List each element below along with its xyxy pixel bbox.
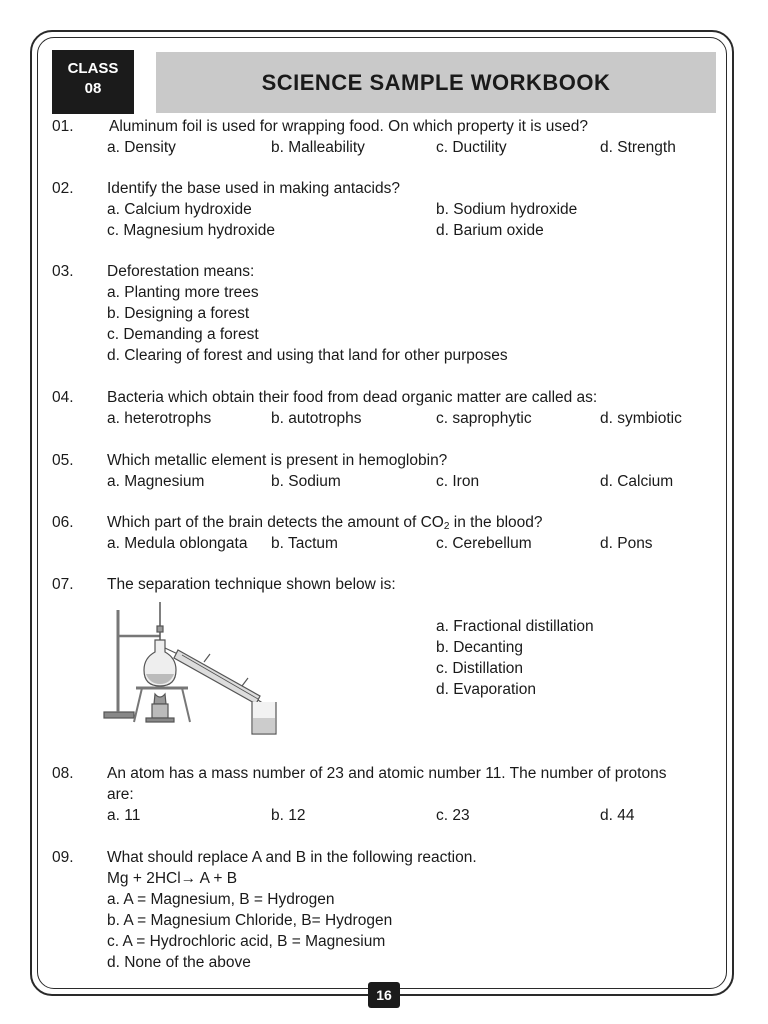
question-text-before: Which part of the brain detects the amount of CO — [107, 514, 444, 531]
class-number: 08 — [84, 80, 102, 97]
question-text: Identify the base used in making antacids? — [107, 180, 400, 197]
reaction-arrow: → — [180, 870, 197, 887]
question-text: An atom has a mass number of 23 and atomic number 11. The number of protons — [107, 765, 667, 782]
option-b: b. Designing a forest — [107, 305, 250, 322]
question-2 — [52, 178, 732, 241]
option-d: d. Barium oxide — [436, 222, 544, 239]
question-number: 06. — [52, 514, 74, 531]
option-c: c. Iron — [436, 473, 480, 490]
option-c: c. saprophytic — [436, 410, 532, 427]
option-d: d. 44 — [600, 807, 635, 824]
reaction-products: A + B — [196, 870, 238, 887]
question-text-after: in the blood? — [449, 514, 543, 531]
option-d: d. Calcium — [600, 473, 674, 490]
page-title: SCIENCE SAMPLE WORKBOOK — [156, 52, 716, 113]
question-6 — [52, 512, 732, 554]
option-b: b. autotrophs — [271, 410, 362, 427]
question-3 — [52, 261, 732, 366]
question-text-line2: are: — [107, 786, 134, 803]
class-badge — [52, 50, 134, 114]
question-4 — [52, 387, 732, 429]
option-a: a. A = Magnesium, B = Hydrogen — [107, 891, 335, 908]
question-text: Which metallic element is present in hemoglobin? — [107, 452, 448, 469]
option-b: b. Sodium hydroxide — [436, 201, 578, 218]
option-a: a. Fractional distillation — [436, 618, 594, 635]
option-b: b. 12 — [271, 807, 306, 824]
option-b: b. Sodium — [271, 473, 341, 490]
option-a: a. 11 — [107, 807, 141, 824]
option-b: b. Decanting — [436, 639, 524, 656]
option-d: d. Evaporation — [436, 681, 536, 698]
option-a: a. heterotrophs — [107, 410, 212, 427]
question-text: Bacteria which obtain their food from dead organic matter are called as: — [107, 389, 598, 406]
option-b: b. A = Magnesium Chloride, B= Hydrogen — [107, 912, 393, 929]
option-c: c. Distillation — [436, 660, 523, 677]
option-a: a. Density — [107, 139, 176, 156]
option-d: d. symbiotic — [600, 410, 682, 427]
subscript: 2 — [443, 521, 450, 532]
option-d: d. Pons — [600, 535, 653, 552]
question-7 — [52, 574, 732, 595]
option-a: a. Calcium hydroxide — [107, 201, 252, 218]
option-b: b. Tactum — [271, 535, 338, 552]
option-c: c. 23 — [436, 807, 470, 824]
question-number: 07. — [52, 576, 74, 593]
question-5 — [52, 450, 732, 492]
page-number: 16 — [368, 982, 400, 1008]
option-c: c. Cerebellum — [436, 535, 532, 552]
question-text: Aluminum foil is used for wrapping food. On which property it is used? — [109, 118, 589, 135]
question-number: 09. — [52, 849, 74, 866]
distillation-apparatus-illustration — [100, 600, 285, 740]
question-9 — [52, 847, 732, 973]
question-8 — [52, 763, 732, 826]
option-d: d. None of the above — [107, 954, 251, 971]
reaction-equation — [107, 868, 237, 889]
reaction-reactants: Mg + 2HCl — [107, 870, 181, 887]
question-text: The separation technique shown below is: — [107, 576, 396, 593]
question-text: Deforestation means: — [107, 263, 255, 280]
option-c: c. Ductility — [436, 139, 507, 156]
option-d: d. Clearing of forest and using that land for other purposes — [107, 347, 508, 364]
question-number: 04. — [52, 389, 74, 406]
question-number: 02. — [52, 180, 74, 197]
option-c: c. Demanding a forest — [107, 326, 259, 343]
class-label: CLASS — [67, 60, 119, 77]
question-text: What should replace A and B in the following reaction. — [107, 849, 477, 866]
option-d: d. Strength — [600, 139, 676, 156]
question-number: 01. — [52, 118, 74, 135]
question-1 — [52, 116, 732, 158]
option-a: a. Planting more trees — [107, 284, 259, 301]
question-number: 08. — [52, 765, 74, 782]
question-number: 03. — [52, 263, 74, 280]
option-c: c. Magnesium hydroxide — [107, 222, 275, 239]
option-c: c. A = Hydrochloric acid, B = Magnesium — [107, 933, 386, 950]
option-a: a. Magnesium — [107, 473, 205, 490]
option-a: a. Medula oblongata — [107, 535, 248, 552]
question-number: 05. — [52, 452, 74, 469]
option-b: b. Malleability — [271, 139, 365, 156]
